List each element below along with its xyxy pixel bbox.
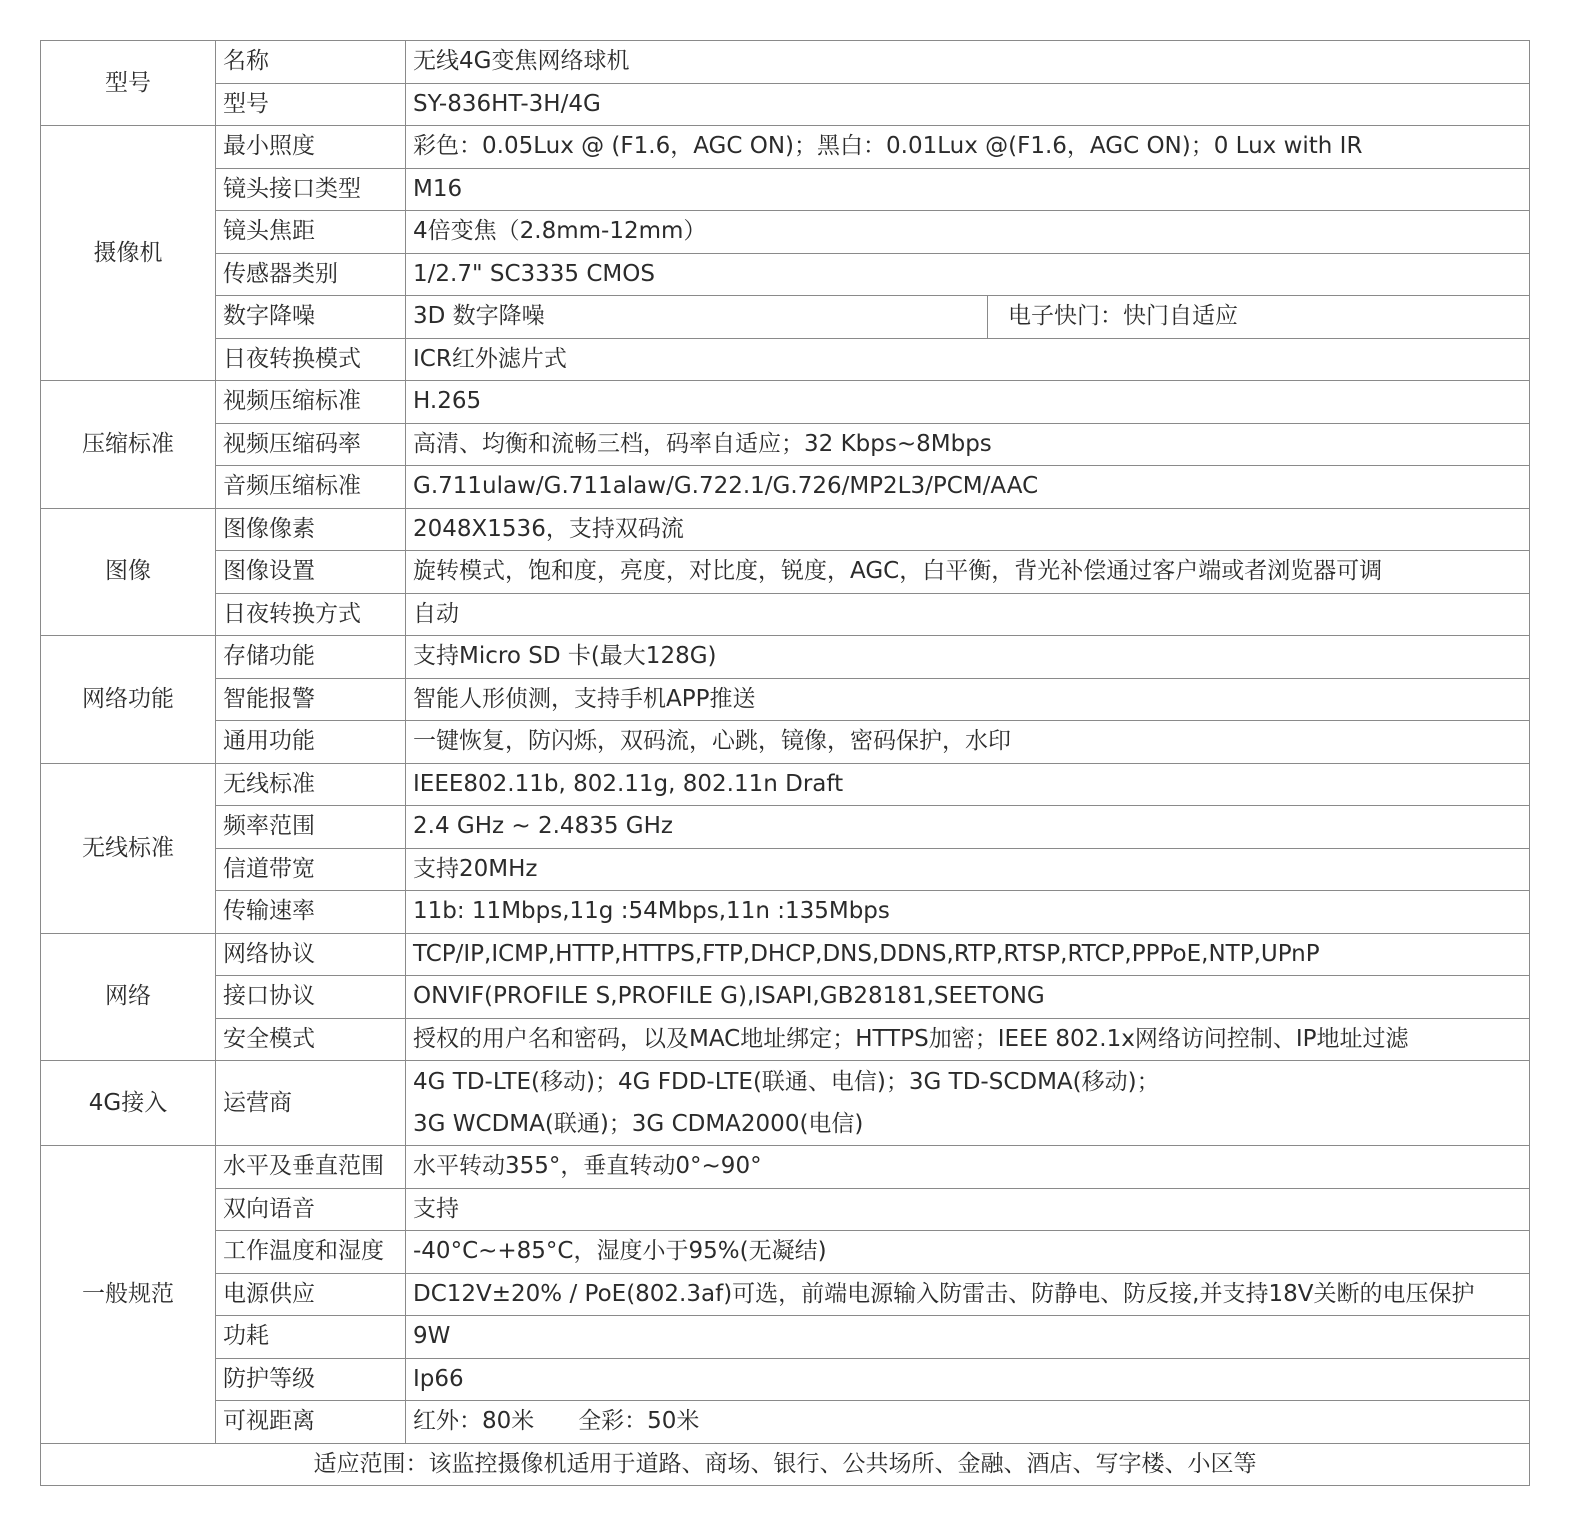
- table-row: [41, 848, 1530, 891]
- spec-value: 4倍变焦（2.8mm-12mm）: [406, 211, 1530, 254]
- spec-value: 水平转动355°，垂直转动0°~90°: [406, 1146, 1530, 1189]
- spec-label: 名称: [216, 41, 406, 84]
- category-cell: 无线标准: [41, 763, 216, 933]
- spec-value: 自动: [406, 593, 1530, 636]
- spec-value: 高清、均衡和流畅三档，码率自适应；32 Kbps~8Mbps: [406, 423, 1530, 466]
- table-row: [41, 933, 1530, 976]
- table-row: [41, 1401, 1530, 1444]
- spec-value: 2.4 GHz ~ 2.4835 GHz: [406, 806, 1530, 849]
- spec-label: 型号: [216, 83, 406, 126]
- spec-label: 数字降噪: [216, 296, 406, 339]
- category-cell: 摄像机: [41, 126, 216, 381]
- spec-label: 接口协议: [216, 976, 406, 1019]
- spec-label: 最小照度: [216, 126, 406, 169]
- spec-label: 智能报警: [216, 678, 406, 721]
- category-cell: 图像: [41, 508, 216, 636]
- spec-value: M16: [406, 168, 1530, 211]
- table-row: [41, 593, 1530, 636]
- spec-value: 3D 数字降噪: [406, 296, 988, 338]
- spec-value: 支持20MHz: [406, 848, 1530, 891]
- spec-value: 1/2.7" SC3335 CMOS: [406, 253, 1530, 296]
- table-row: [41, 1018, 1530, 1061]
- spec-label: 运营商: [216, 1061, 406, 1146]
- spec-value: SY-836HT-3H/4G: [406, 83, 1530, 126]
- spec-label: 通用功能: [216, 721, 406, 764]
- spec-value: [406, 1061, 1530, 1146]
- table-row: [41, 168, 1530, 211]
- spec-label: 日夜转换模式: [216, 338, 406, 381]
- spec-value: Ip66: [406, 1358, 1530, 1401]
- table-row: [41, 678, 1530, 721]
- table-row: [41, 466, 1530, 509]
- spec-label: 图像像素: [216, 508, 406, 551]
- spec-value: 9W: [406, 1316, 1530, 1359]
- spec-value-line: 3G WCDMA(联通)；3G CDMA2000(电信): [413, 1111, 864, 1137]
- spec-label: 信道带宽: [216, 848, 406, 891]
- spec-label: 存储功能: [216, 636, 406, 679]
- table-row: [41, 1316, 1530, 1359]
- spec-label: 视频压缩标准: [216, 381, 406, 424]
- spec-value: 支持Micro SD 卡(最大128G): [406, 636, 1530, 679]
- category-cell: 一般规范: [41, 1146, 216, 1444]
- spec-value: ONVIF(PROFILE S,PROFILE G),ISAPI,GB28181,SEETONG: [406, 976, 1530, 1019]
- table-row: [41, 891, 1530, 934]
- category-cell: 4G接入: [41, 1061, 216, 1146]
- table-row: [41, 721, 1530, 764]
- spec-value: 智能人形侦测，支持手机APP推送: [406, 678, 1530, 721]
- table-row: [41, 763, 1530, 806]
- spec-label: 镜头接口类型: [216, 168, 406, 211]
- spec-value: 支持: [406, 1188, 1530, 1231]
- spec-value: 旋转模式，饱和度，亮度，对比度，锐度，AGC，白平衡，背光补偿通过客户端或者浏览器可调: [406, 551, 1530, 594]
- category-cell: 压缩标准: [41, 381, 216, 509]
- spec-label: 无线标准: [216, 763, 406, 806]
- spec-label: 防护等级: [216, 1358, 406, 1401]
- spec-label: 安全模式: [216, 1018, 406, 1061]
- spec-value: 11b: 11Mbps,11g :54Mbps,11n :135Mbps: [406, 891, 1530, 934]
- spec-label: 日夜转换方式: [216, 593, 406, 636]
- spec-value: 2048X1536，支持双码流: [406, 508, 1530, 551]
- spec-value: G.711ulaw/G.711alaw/G.722.1/G.726/MP2L3/PCM/AAC: [406, 466, 1530, 509]
- table-row: [41, 1273, 1530, 1316]
- spec-label: 音频压缩标准: [216, 466, 406, 509]
- spec-label: 视频压缩码率: [216, 423, 406, 466]
- split-value: [406, 296, 1529, 338]
- table-row: [41, 1061, 1530, 1146]
- spec-label: 频率范围: [216, 806, 406, 849]
- table-row: [41, 1146, 1530, 1189]
- table-row: [41, 83, 1530, 126]
- table-row: [41, 508, 1530, 551]
- table-row: [41, 1358, 1530, 1401]
- table-row: [41, 806, 1530, 849]
- spec-value-line: 4G TD-LTE(移动)；4G FDD-LTE(联通、电信)；3G TD-SCDMA(移动)；: [413, 1069, 1160, 1095]
- spec-label: 镜头焦距: [216, 211, 406, 254]
- table-row: [41, 338, 1530, 381]
- table-row: [41, 423, 1530, 466]
- table-row: [41, 1231, 1530, 1274]
- table-row: [41, 41, 1530, 84]
- table-row: [41, 1188, 1530, 1231]
- spec-value: 彩色：0.05Lux @ (F1.6，AGC ON)；黑白：0.01Lux @(F1.6，AGC ON)；0 Lux with IR: [406, 126, 1530, 169]
- spec-value: IEEE802.11b, 802.11g, 802.11n Draft: [406, 763, 1530, 806]
- spec-label: 水平及垂直范围: [216, 1146, 406, 1189]
- footer-row: [41, 1443, 1530, 1486]
- spec-value: 授权的用户名和密码，以及MAC地址绑定；HTTPS加密；IEEE 802.1x网络访问控制、IP地址过滤: [406, 1018, 1530, 1061]
- spec-value: 无线4G变焦网络球机: [406, 41, 1530, 84]
- spec-extra-value: 电子快门：快门自适应: [1008, 303, 1238, 330]
- table-row: [41, 636, 1530, 679]
- table-row: [41, 253, 1530, 296]
- table-row: [41, 296, 1530, 339]
- spec-label: 网络协议: [216, 933, 406, 976]
- category-cell: 型号: [41, 41, 216, 126]
- spec-value: TCP/IP,ICMP,HTTP,HTTPS,FTP,DHCP,DNS,DDNS,RTP,RTSP,RTCP,PPPoE,NTP,UPnP: [406, 933, 1530, 976]
- spec-label: 双向语音: [216, 1188, 406, 1231]
- spec-value: 一键恢复，防闪烁，双码流，心跳，镜像，密码保护，水印: [406, 721, 1530, 764]
- spec-value: H.265: [406, 381, 1530, 424]
- spec-label: 传感器类别: [216, 253, 406, 296]
- spec-label: 电源供应: [216, 1273, 406, 1316]
- spec-label: 功耗: [216, 1316, 406, 1359]
- spec-label: 可视距离: [216, 1401, 406, 1444]
- spec-value: 红外：80米 全彩：50米: [406, 1401, 1530, 1444]
- category-cell: 网络功能: [41, 636, 216, 764]
- table-row: [41, 551, 1530, 594]
- table-row: [41, 126, 1530, 169]
- spec-value: DC12V±20% / PoE(802.3af)可选，前端电源输入防雷击、防静电、防反接,并支持18V关断的电压保护: [406, 1273, 1530, 1316]
- table-row: [41, 976, 1530, 1019]
- spec-table: [40, 40, 1530, 1486]
- category-cell: 网络: [41, 933, 216, 1061]
- spec-label: 工作温度和湿度: [216, 1231, 406, 1274]
- spec-value: -40°C~+85°C，湿度小于95%(无凝结): [406, 1231, 1530, 1274]
- spec-table-body: [41, 41, 1530, 1486]
- table-row: [41, 211, 1530, 254]
- spec-value: ICR红外滤片式: [406, 338, 1530, 381]
- spec-label: 传输速率: [216, 891, 406, 934]
- spec-label: 图像设置: [216, 551, 406, 594]
- application-scope: 适应范围：该监控摄像机适用于道路、商场、银行、公共场所、金融、酒店、写字楼、小区等: [41, 1443, 1530, 1486]
- table-row: [41, 381, 1530, 424]
